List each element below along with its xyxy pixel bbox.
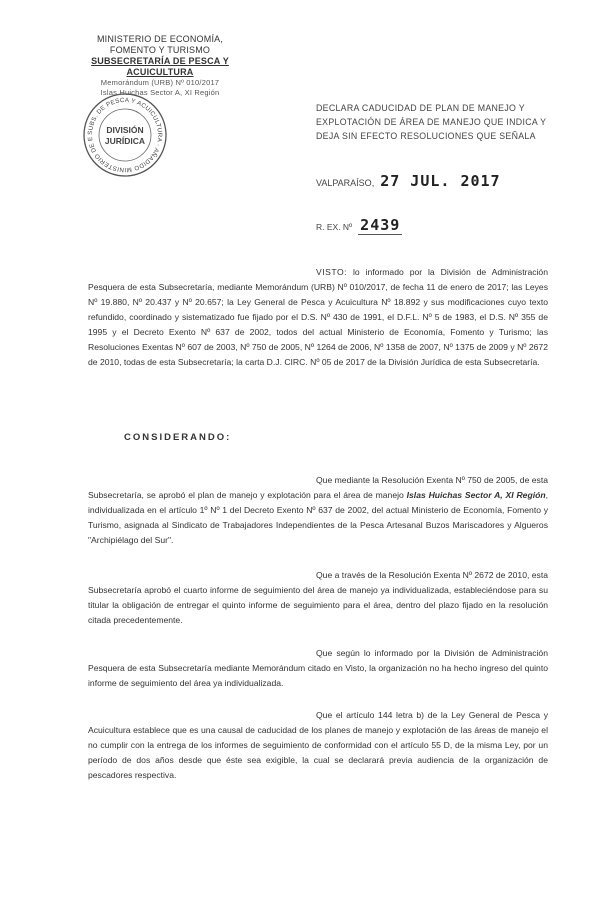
considerando-4: Que el artículo 144 letra b) de la Ley General de Pesca y Acuicultura establece que es una causal de caducidad de los planes de manejo y explotación de las áreas de manejo el no cumplir con la entrega de los informes de seguimiento de conformidad con el artículo 55 D, de la misma Ley, por un período de dos años desde que éste sea exigible, la cual se declarará previa audiencia de la organización de pescadores respectiva.: [88, 710, 548, 780]
considerando-2: Que a través de la Resolución Exenta Nº 2672 de 2010, esta Subsecretaría aprobó el cuarto informe de seguimiento del área de manejo ya individualizada, estableciéndose para su titular la obligación de entregar el quinto informe de seguimiento para el área, dentro del plazo fijado en la resolución citada precedentemente.: [88, 570, 548, 625]
stamp-seal-icon: [82, 92, 168, 178]
place-and-date: [316, 172, 501, 190]
division-juridica-stamp: [82, 92, 168, 178]
c1-text-a: Que mediante la Resolución Exenta Nº 750 de 2005, de esta Subsecretaría, se aprobó el plan de manejo y explotación para el área de manejo: [88, 475, 548, 500]
visto-label: VISTO:: [316, 267, 348, 277]
memo-reference: Memorándum (URB) Nº 010/2017: [100, 78, 220, 87]
ministry-line: MINISTERIO DE ECONOMÍA,: [96, 34, 224, 44]
letterhead: [60, 34, 260, 98]
resolution-number-line: [316, 216, 402, 235]
place-label: VALPARAÍSO,: [316, 178, 375, 188]
considerando-1: [88, 473, 548, 548]
considerando-heading: CONSIDERANDO:: [124, 432, 232, 443]
area-reference: Islas Huichas Sector A, XI Región: [100, 88, 220, 97]
considerando-3: Que según lo informado por la División de Administración Pesquera de esta Subsecretaría mediante Memorándum citado en Visto, la organización no ha hecho ingreso del quinto informe de seguimiento del área ya individualizada.: [88, 648, 548, 688]
c1-area-name: Islas Huichas Sector A, XI Región: [406, 490, 546, 500]
ministry-line-2: FOMENTO Y TURISMO: [109, 45, 211, 55]
stamp-center-line-2: JURÍDICA: [104, 136, 146, 146]
rex-number: 2439: [360, 216, 401, 234]
stamp-ring-text: SUBS. DE PESCA Y ACUICULTURA · AÑADIDO MINISTERIO DE E: [86, 96, 164, 174]
subsecretaria-line: SUBSECRETARÍA DE PESCA Y ACUICULTURA: [91, 56, 229, 77]
visto-text: lo informado por la División de Administración Pesquera de esta Subsecretaría, mediante Memorándum (URB) Nº 010/2017, de fecha 11 de enero de 2017; las Leyes Nº 19.880, Nº 20.437 y Nº 20.657; la Ley General de Pesca y Acuicultura Nº 18.892 y sus modificaciones cuyo texto refundido, coordinado y sistematizado fue fijado por el D.S. Nº 430 de 1991, el D.F.L. Nº 5 de 1983, el D.S. Nº 355 de 1995 y el Decreto Exento Nº 637 de 2002, todos del actual Ministerio de Economía, Fomento y Turismo; las Resoluciones Exentas Nº 607 de 2003, Nº 750 de 2005, Nº 1264 de 2006, Nº 1358 de 2007, Nº 1375 de 2009 y Nº 2672 de 2010, todas de esta Subsecretaría; la carta D.J. CIRC. Nº 05 de 2017 de la División Jurídica de esta Subsecretaría.: [88, 267, 548, 367]
c1-text-c: , individualizada en el artículo 1º Nº 1 del Decreto Exento Nº 637 de 2002, del actual Ministerio de Economía, Fomento y Turismo, asignada al Sindicato de Trabajadores Independientes de la Pesca Artesanal Buzos Mariscadores y Algueros "Archipiélago del Sur".: [88, 490, 548, 545]
visto-paragraph: [88, 265, 548, 370]
resolution-date: 27 JUL. 2017: [380, 172, 501, 190]
resolution-subject: DECLARA CADUCIDAD DE PLAN DE MANEJO Y EXPLOTACIÓN DE ÁREA DE MANEJO QUE INDICA Y DEJA SIN EFECTO RESOLUCIONES QUE SEÑALA: [316, 103, 547, 141]
rex-label: R. EX. Nº: [316, 222, 353, 232]
stamp-center-line-1: DIVISIÓN: [106, 125, 144, 135]
